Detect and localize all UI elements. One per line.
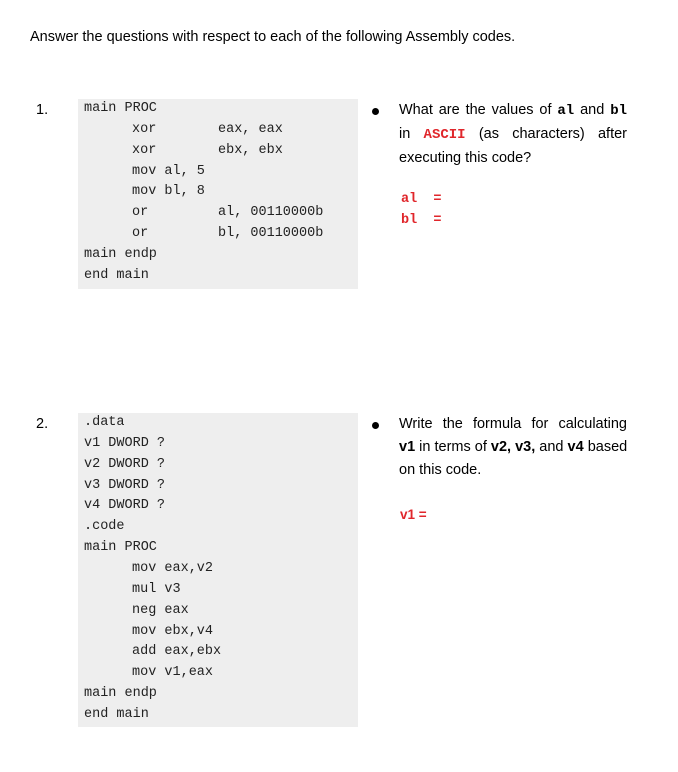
code-line: v2 DWORD ? <box>84 457 166 472</box>
code-line: main PROC <box>84 101 157 116</box>
code-line: v1 DWORD ? <box>84 436 166 451</box>
question-text-part: in <box>399 126 411 142</box>
code-block <box>78 99 358 289</box>
bullet-icon <box>372 108 379 115</box>
code-block <box>78 413 358 727</box>
question-number: 1. <box>36 102 49 118</box>
question-text <box>399 99 627 170</box>
code-line: eax, eax <box>218 122 283 137</box>
register-name: bl <box>610 103 628 119</box>
question-text-part: Write the formula for calculating <box>399 416 627 432</box>
instructions: Answer the questions with respect to each of the following Assembly codes. <box>30 29 516 45</box>
question-text-part: and <box>539 439 564 455</box>
code-line: main endp <box>84 247 157 262</box>
code-line: xor <box>132 122 157 137</box>
code-line: main PROC <box>84 540 157 555</box>
code-line: or <box>132 205 149 220</box>
code-line: end main <box>84 268 149 283</box>
code-line: main endp <box>84 686 157 701</box>
code-line: v4 DWORD ? <box>84 498 166 513</box>
question-text <box>399 413 627 482</box>
question-text-part: based <box>587 439 628 455</box>
code-line: bl, 00110000b <box>218 226 324 241</box>
code-line: mov al, 5 <box>132 164 205 179</box>
variable-name: v1 <box>399 439 416 455</box>
code-line: mov ebx,v4 <box>132 624 214 639</box>
register-name: al <box>557 103 575 119</box>
code-line: add eax,ebx <box>132 644 222 659</box>
ascii-keyword: ASCII <box>423 127 466 143</box>
question-text-part: What are the values of <box>399 102 552 118</box>
code-line: .data <box>84 415 125 430</box>
code-line: v3 DWORD ? <box>84 478 166 493</box>
code-line: ebx, ebx <box>218 143 283 158</box>
code-line: neg eax <box>132 603 189 618</box>
question-number: 2. <box>36 416 49 432</box>
question-text-part: and <box>580 102 605 118</box>
variable-name: v3, <box>515 439 536 455</box>
answer-bl: bl = <box>401 213 442 228</box>
code-line: .code <box>84 519 125 534</box>
question-text-part: on this code. <box>399 462 482 478</box>
question-text-part: (as characters) after <box>478 126 627 142</box>
code-line: mov eax,v2 <box>132 561 214 576</box>
code-line: end main <box>84 707 149 722</box>
code-line: xor <box>132 143 157 158</box>
variable-name: v2, <box>490 439 512 455</box>
code-line: mul v3 <box>132 582 181 597</box>
variable-name: v4 <box>567 439 584 455</box>
code-line: mov bl, 8 <box>132 184 205 199</box>
code-line: or <box>132 226 149 241</box>
answer-al: al = <box>401 192 442 207</box>
question-text-part: in terms of <box>419 439 487 455</box>
question-text-part: executing this code? <box>399 150 532 166</box>
answer-v1: v1 = <box>400 507 427 522</box>
code-line: mov v1,eax <box>132 665 214 680</box>
bullet-icon <box>372 422 379 429</box>
code-line: al, 00110000b <box>218 205 324 220</box>
